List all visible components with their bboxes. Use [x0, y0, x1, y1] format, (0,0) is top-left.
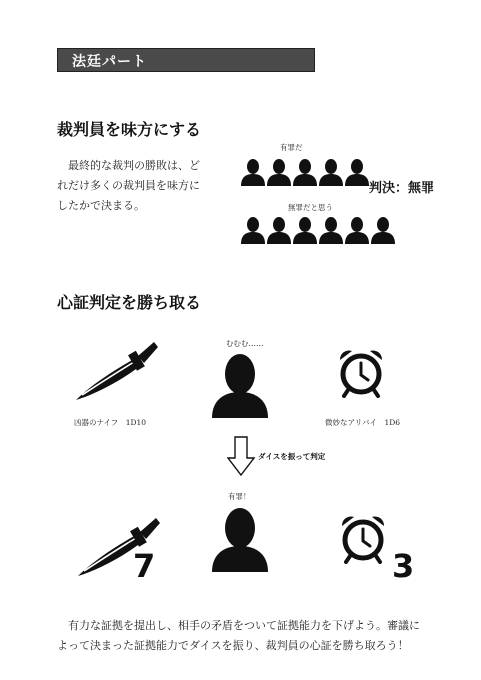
suspect-icon	[212, 352, 268, 418]
section-banner	[57, 48, 315, 72]
juror-icon	[319, 216, 343, 244]
alibi-label: 微妙なアリバイ 1D6	[325, 418, 401, 427]
jury-description: 最終的な裁判の勝敗は、どれだけ多くの裁判員を味方にしたかで決まる。	[57, 159, 200, 212]
result-label: 有罪！	[228, 492, 251, 501]
verdict: 判決：無罪	[369, 181, 435, 196]
juror-icon	[241, 158, 265, 186]
proof-heading: 心証判定を勝ち取る	[57, 293, 202, 312]
juror-icon	[241, 216, 265, 244]
alarm-clock-icon	[338, 512, 388, 564]
proof-description: 有力な証拠を提出し、相手の矛盾をついて証拠能力を下げよう。審議によって決まった証拠能力でダイスを振り、裁判員の心証を勝ち取ろう！	[57, 619, 420, 652]
knife-label: 凶器のナイフ 1D10	[74, 418, 147, 427]
juror-icon	[293, 216, 317, 244]
innocent-jurors	[241, 216, 395, 244]
alibi-roll: 3	[392, 547, 415, 585]
guilty-jurors	[241, 158, 369, 186]
juror-icon	[267, 158, 291, 186]
knife-icon	[74, 338, 158, 402]
down-arrow-icon	[227, 436, 255, 476]
thinking-label: むむむ……	[226, 339, 264, 348]
guilty-label: 有罪だ	[280, 143, 303, 152]
section-title: 法廷パート	[72, 54, 147, 70]
jury-heading: 裁判員を味方にする	[57, 120, 202, 139]
dice-roll-label: ダイスを振って判定	[258, 452, 326, 461]
juror-icon	[345, 216, 369, 244]
suspect-icon	[212, 506, 268, 572]
juror-icon	[267, 216, 291, 244]
juror-icon	[319, 158, 343, 186]
knife-roll: 7	[133, 547, 156, 585]
alarm-clock-icon	[336, 346, 386, 398]
innocent-label: 無罪だと思う	[288, 203, 333, 212]
juror-icon	[293, 158, 317, 186]
juror-icon	[371, 216, 395, 244]
juror-icon	[345, 158, 369, 186]
